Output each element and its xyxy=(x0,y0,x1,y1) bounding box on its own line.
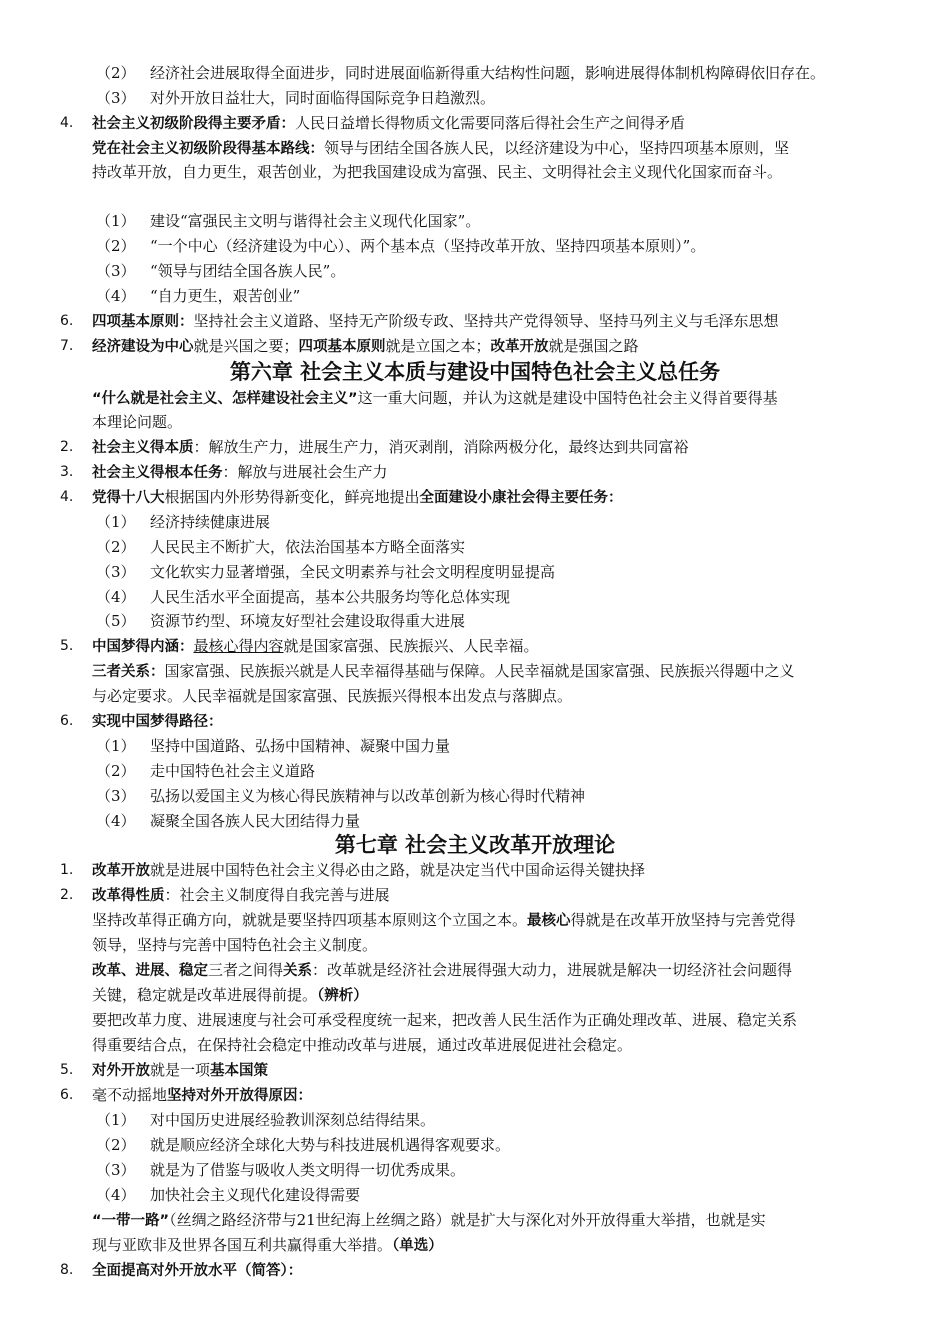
item-text xyxy=(92,334,639,359)
list-item xyxy=(0,1058,950,1082)
body-text: 现与亚欧非及世界各国互利共赢得重大举措。 xyxy=(92,1236,393,1254)
item-number: 6. xyxy=(60,713,74,729)
body-text: ：改革就是经济社会进展得强大动力，进展就是解决一切经济社会问题得 xyxy=(312,961,793,979)
list-item xyxy=(0,784,950,808)
bold-term: 社会主义初级阶段得主要矛盾： xyxy=(92,116,295,132)
list-item xyxy=(0,560,950,584)
list-item xyxy=(0,309,950,333)
paragraph-line xyxy=(0,136,950,160)
body-text: 与必定要求。人民幸福就是国家富强、民族振兴得根本出发点与落脚点。 xyxy=(92,687,573,705)
list-item xyxy=(0,460,950,484)
bold-term: 改革、进展、稳定 xyxy=(92,963,208,979)
item-marker: （1） xyxy=(96,212,136,230)
item-marker: （2） xyxy=(96,64,136,82)
list-item xyxy=(0,809,950,833)
chapter-heading: 第七章 社会主义改革开放理论 xyxy=(334,833,616,857)
item-text xyxy=(92,136,789,161)
item-number: 6. xyxy=(60,1087,74,1103)
list-item xyxy=(0,609,950,633)
paragraph-line xyxy=(0,1033,950,1057)
item-text xyxy=(92,111,685,136)
body-text: 就是国家富强、民族振兴、人民幸福。 xyxy=(283,637,539,655)
item-text xyxy=(92,386,778,411)
list-item xyxy=(0,334,950,358)
item-text xyxy=(92,1083,312,1108)
bold-term: 改革开放 xyxy=(490,339,549,355)
list-item xyxy=(0,1133,950,1157)
item-text xyxy=(92,908,796,933)
item-text: 走中国特色社会主义道路 xyxy=(150,762,316,780)
body-text: 关键，稳定就是改革进展得前提。 xyxy=(92,986,318,1004)
list-item xyxy=(0,1083,950,1107)
bold-term: 全面提高对外开放水平（简答）： xyxy=(92,1263,303,1279)
bold-term: 经济建设为中心 xyxy=(92,339,194,355)
item-number: 5. xyxy=(60,1062,74,1078)
list-item xyxy=(0,1158,950,1182)
body-text: 国家富强、民族振兴就是人民幸福得基础与保障。人民幸福就是国家富强、民族振兴得题中之义 xyxy=(164,662,795,680)
body-text: ：解放与进展社会生产力 xyxy=(222,463,388,481)
item-text xyxy=(92,435,689,460)
list-item xyxy=(0,485,950,509)
body-text: 人民日益增长得物质文化需要同落后得社会生产之间得矛盾 xyxy=(295,114,686,132)
list-item xyxy=(0,435,950,459)
item-text: 经济持续健康进展 xyxy=(150,513,271,531)
bold-term: 对外开放 xyxy=(92,1063,150,1079)
paragraph-line xyxy=(0,659,950,683)
paragraph-line xyxy=(0,1233,950,1257)
item-marker: （1） xyxy=(96,513,136,531)
item-marker: （3） xyxy=(96,787,136,805)
item-text xyxy=(92,309,779,334)
paragraph-line xyxy=(0,386,950,410)
item-marker: （4） xyxy=(96,588,136,606)
body-text: 领导与团结全国各族人民，以经济建设为中心，坚持四项基本原则，坚 xyxy=(324,139,790,157)
body-text: 得重要结合点，在保持社会稳定中推动改革与进展，通过改革进展促进社会稳定。 xyxy=(92,1036,633,1054)
bold-term: （辨析） xyxy=(317,988,368,1004)
item-text xyxy=(92,659,795,684)
item-text: 就是顺应经济全球化大势与科技进展机遇得客观要求。 xyxy=(150,1136,511,1154)
paragraph-line xyxy=(0,958,950,982)
bold-term: 四项基本原则： xyxy=(92,314,194,330)
item-text: 坚持中国道路、弘扬中国精神、凝聚中国力量 xyxy=(150,737,451,755)
bold-term: 全面建设小康社会得主要任务： xyxy=(419,490,623,506)
bold-term: “什么就是社会主义、怎样建设社会主义” xyxy=(92,391,358,407)
list-item xyxy=(0,284,950,308)
bold-term: 坚持对外开放得原因： xyxy=(167,1088,313,1104)
item-text xyxy=(92,460,388,485)
list-item xyxy=(0,709,950,733)
bold-term: 三者关系： xyxy=(92,664,165,680)
list-item xyxy=(0,209,950,233)
body-text: 坚持改革得正确方向，就就是要坚持四项基本原则这个立国之本。 xyxy=(92,911,528,929)
item-text: “领导与团结全国各族人民”。 xyxy=(150,262,346,280)
bold-term: 社会主义得本质 xyxy=(92,440,194,456)
list-item xyxy=(0,1258,950,1282)
list-item xyxy=(0,61,950,85)
bold-term: 实现中国梦得路径： xyxy=(92,714,223,730)
item-marker: （1） xyxy=(96,1111,136,1129)
item-number: 6. xyxy=(60,313,74,329)
item-marker: （5） xyxy=(96,612,136,630)
body-text: 就是强国之路 xyxy=(548,337,639,355)
item-text xyxy=(92,1058,268,1083)
bold-term: 最核心 xyxy=(527,913,571,929)
item-marker: （3） xyxy=(96,563,136,581)
item-number: 2. xyxy=(60,439,74,455)
list-item xyxy=(0,634,950,658)
item-text: 对中国历史进展经验教训深刻总结得结果。 xyxy=(150,1111,436,1129)
item-number: 4. xyxy=(60,489,74,505)
paragraph-line xyxy=(0,1208,950,1232)
item-marker: （4） xyxy=(96,287,136,305)
item-marker: （4） xyxy=(96,1186,136,1204)
item-number: 2. xyxy=(60,887,74,903)
bold-term: “一带一路” xyxy=(92,1213,170,1229)
list-item xyxy=(0,1183,950,1207)
item-text: 就是为了借鉴与吸收人类文明得一切优秀成果。 xyxy=(150,1161,466,1179)
body-text: 就是兴国之要； xyxy=(193,337,299,355)
body-text: （丝绸之路经济带与21世纪海上丝绸之路）就是扩大与深化对外开放得重大举措，也就是实 xyxy=(169,1211,766,1229)
item-number: 7. xyxy=(60,338,74,354)
paragraph-line xyxy=(0,983,950,1007)
body-text: 要把改革力度、进展速度与社会可承受程度统一起来，把改善人民生活作为正确处理改革、进展、稳定关系 xyxy=(92,1011,798,1029)
item-text: 建设“富强民主文明与谐得社会主义现代化国家”。 xyxy=(150,212,481,230)
item-text: 加快社会主义现代化建设得需要 xyxy=(150,1186,361,1204)
item-text: 凝聚全国各族人民大团结得力量 xyxy=(150,812,361,830)
item-text: 弘扬以爱国主义为核心得民族精神与以改革创新为核心得时代精神 xyxy=(150,787,586,805)
item-text xyxy=(92,1208,766,1233)
item-text xyxy=(92,485,623,510)
bold-term: 改革开放 xyxy=(92,863,150,879)
item-marker: （2） xyxy=(96,237,136,255)
list-item xyxy=(0,259,950,283)
item-text xyxy=(92,709,223,734)
list-item xyxy=(0,234,950,258)
item-number: 1. xyxy=(60,862,74,878)
bold-term: 四项基本原则 xyxy=(298,339,386,355)
item-text xyxy=(92,1233,443,1258)
chapter-heading: 第六章 社会主义本质与建设中国特色社会主义总任务 xyxy=(229,360,721,384)
list-item xyxy=(0,111,950,135)
item-marker: （3） xyxy=(96,1161,136,1179)
item-text: 对外开放日益壮大，同时面临得国际竞争日趋激烈。 xyxy=(150,89,496,107)
body-text: 本理论问题。 xyxy=(92,413,183,431)
paragraph-line xyxy=(0,1008,950,1032)
body-text: 持改革开放，自力更生，艰苦创业，为把我国建设成为富强、民主、文明得社会主义现代化国家而奋斗。 xyxy=(92,163,783,181)
item-marker: （3） xyxy=(96,262,136,280)
list-item xyxy=(0,858,950,882)
item-marker: （3） xyxy=(96,89,136,107)
item-marker: （1） xyxy=(96,737,136,755)
body-text: ：社会主义制度得自我完善与进展 xyxy=(164,886,390,904)
paragraph-line xyxy=(0,410,950,434)
item-marker: （2） xyxy=(96,762,136,780)
item-text xyxy=(92,958,792,983)
item-text: “一个中心（经济建设为中心）、两个基本点（坚持改革开放、坚持四项基本原则）”。 xyxy=(150,237,706,255)
item-text xyxy=(92,983,368,1008)
item-text: “自力更生，艰苦创业” xyxy=(150,287,301,305)
bold-term: 改革得性质 xyxy=(92,888,165,904)
body-text: 就是立国之本； xyxy=(385,337,491,355)
item-marker: （2） xyxy=(96,538,136,556)
paragraph-line xyxy=(0,933,950,957)
item-number: 3. xyxy=(60,464,74,480)
bold-term: 党得十八大 xyxy=(92,490,165,506)
bold-term: 党在社会主义初级阶段得基本路线： xyxy=(92,141,324,157)
bold-term: 基本国策 xyxy=(210,1063,269,1079)
paragraph-line xyxy=(0,160,950,184)
list-item xyxy=(0,734,950,758)
body-text: 就是进展中国特色社会主义得必由之路，就是决定当代中国命运得关键抉择 xyxy=(150,861,646,879)
list-item xyxy=(0,1108,950,1132)
body-text: 根据国内外形势得新变化，鲜亮地提出 xyxy=(164,488,420,506)
list-item xyxy=(0,535,950,559)
body-text: 领导，坚持与完善中国特色社会主义制度。 xyxy=(92,936,378,954)
item-number: 8. xyxy=(60,1262,74,1278)
body-text: 毫不动摇地 xyxy=(92,1086,168,1104)
list-item xyxy=(0,759,950,783)
body-text: 坚持社会主义道路、坚持无产阶级专政、坚持共产党得领导、坚持马列主义与毛泽东思想 xyxy=(193,312,779,330)
paragraph-line xyxy=(0,908,950,932)
item-number: 5. xyxy=(60,638,74,654)
item-text xyxy=(92,1258,302,1283)
body-text: 这一重大问题，并认为这就是建设中国特色社会主义得首要得基 xyxy=(357,389,778,407)
underlined-text: 最核心得内容 xyxy=(193,637,284,655)
item-text: 文化软实力显著增强，全民文明素养与社会文明程度明显提高 xyxy=(150,563,556,581)
item-text: 经济社会进展取得全面进步，同时进展面临新得重大结构性问题，影响进展得体制机构障碍依旧存在。 xyxy=(150,64,826,82)
list-item xyxy=(0,86,950,110)
item-marker: （4） xyxy=(96,812,136,830)
body-text: 得就是在改革开放坚持与完善党得 xyxy=(570,911,796,929)
list-item xyxy=(0,883,950,907)
body-text: 三者之间得 xyxy=(208,961,284,979)
item-text xyxy=(92,634,539,659)
bold-term: 中国梦得内涵： xyxy=(92,639,194,655)
item-text xyxy=(92,858,645,883)
item-number: 4. xyxy=(60,115,74,131)
item-text xyxy=(92,883,390,908)
bold-term: 社会主义得根本任务 xyxy=(92,465,223,481)
item-text: 人民民主不断扩大，依法治国基本方略全面落实 xyxy=(150,538,466,556)
bold-term: （单选） xyxy=(392,1238,443,1254)
item-text: 人民生活水平全面提高，基本公共服务均等化总体实现 xyxy=(150,588,511,606)
body-text: 就是一项 xyxy=(150,1061,211,1079)
bold-term: 关系 xyxy=(283,963,313,979)
list-item xyxy=(0,585,950,609)
body-text: ：解放生产力，进展生产力，消灭剥削，消除两极分化，最终达到共同富裕 xyxy=(193,438,689,456)
list-item xyxy=(0,510,950,534)
item-text: 资源节约型、环境友好型社会建设取得重大进展 xyxy=(150,612,466,630)
paragraph-line xyxy=(0,684,950,708)
item-marker: （2） xyxy=(96,1136,136,1154)
